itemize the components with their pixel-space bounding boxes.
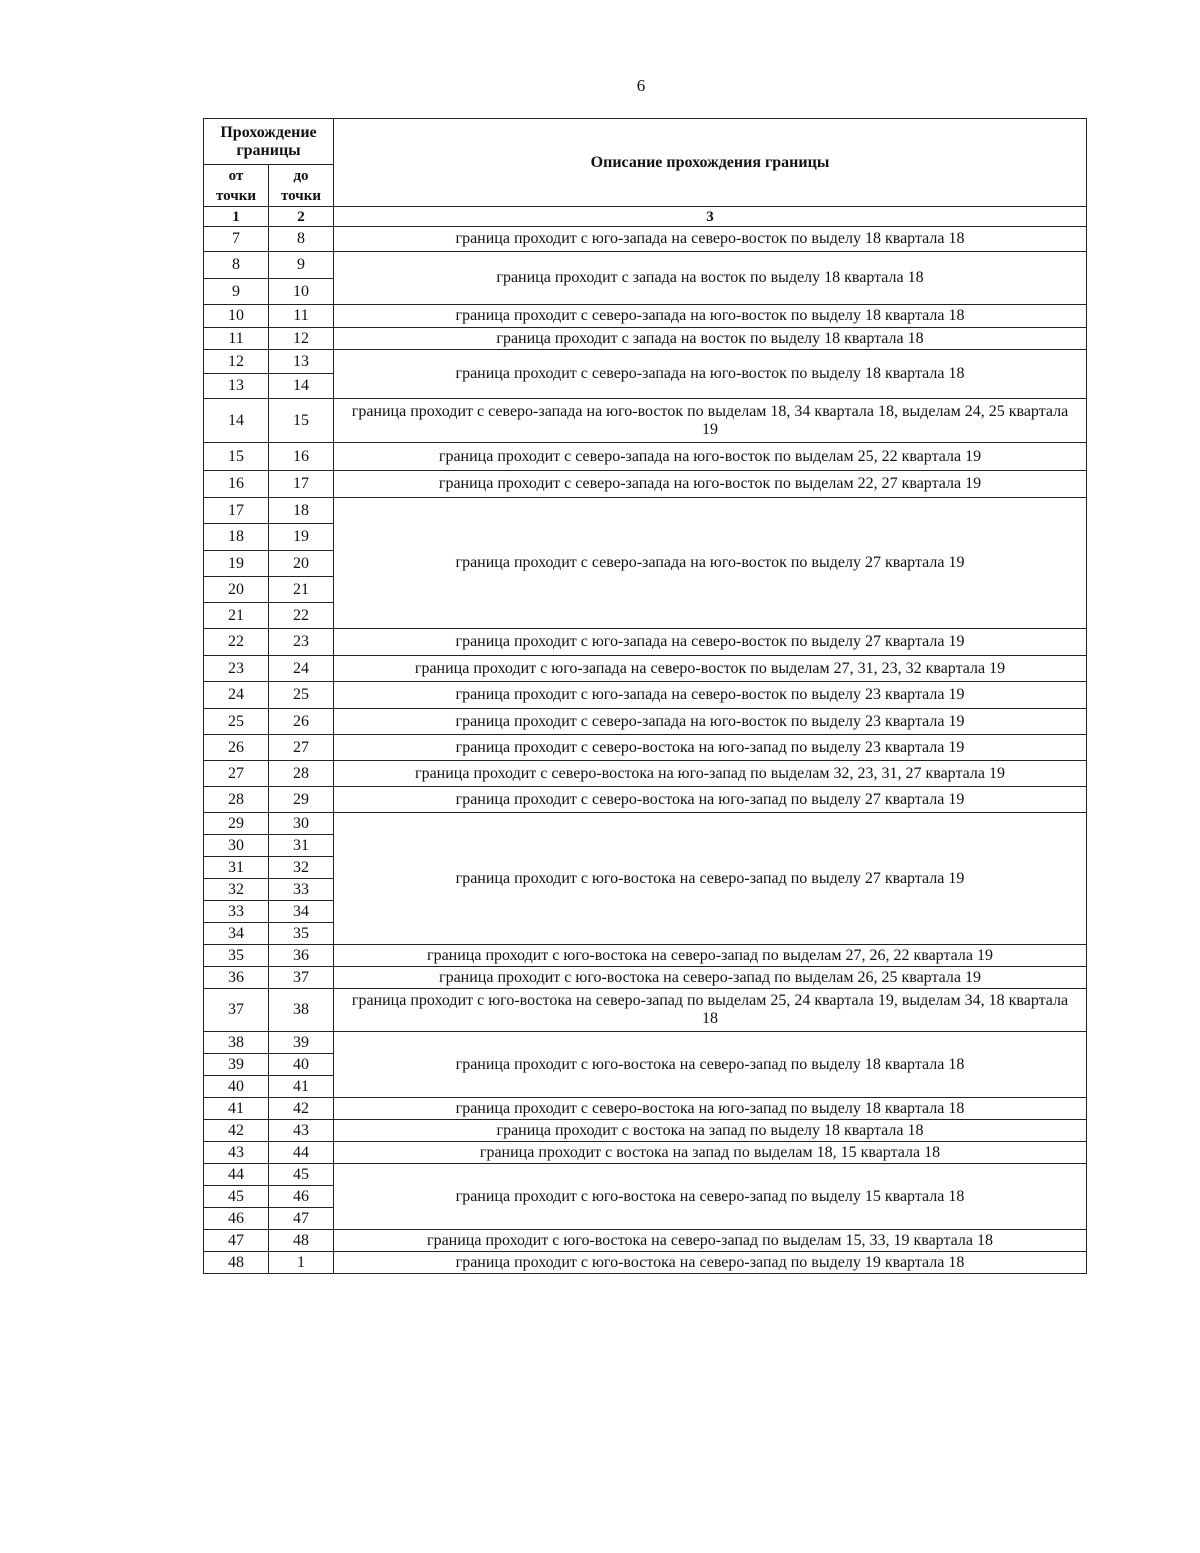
from-point: 27 <box>204 761 269 787</box>
to-point: 33 <box>269 879 334 901</box>
boundary-description: граница проходит с северо-востока на юго-запад по выделу 18 квартала 18 <box>334 1098 1087 1120</box>
from-point: 26 <box>204 735 269 761</box>
from-point: 15 <box>204 443 269 471</box>
table-row <box>204 735 1087 761</box>
table-row <box>204 629 1087 656</box>
to-point: 47 <box>269 1208 334 1230</box>
boundary-description: граница проходит с северо-запада на юго-восток по выделам 22, 27 квартала 19 <box>334 471 1087 498</box>
to-point: 10 <box>269 279 334 305</box>
from-point: 20 <box>204 577 269 603</box>
description-header: Описание прохождения границы <box>334 119 1087 207</box>
from-point: 41 <box>204 1098 269 1120</box>
boundary-description: граница проходит с северо-запада на юго-восток по выделу 18 квартала 18 <box>334 350 1087 399</box>
table-row <box>204 471 1087 498</box>
to-point: 24 <box>269 656 334 682</box>
table-row <box>204 1032 1087 1054</box>
to-point: 40 <box>269 1054 334 1076</box>
table-row <box>204 328 1087 350</box>
from-point: 13 <box>204 374 269 399</box>
from-point: 24 <box>204 682 269 709</box>
from-point: 44 <box>204 1164 269 1186</box>
from-point: 38 <box>204 1032 269 1054</box>
from-point: 47 <box>204 1230 269 1252</box>
from-point: 35 <box>204 945 269 967</box>
page-number: 6 <box>636 76 646 95</box>
from-point: 11 <box>204 328 269 350</box>
from-point: 33 <box>204 901 269 923</box>
from-point: 19 <box>204 551 269 577</box>
to-point: 43 <box>269 1120 334 1142</box>
from-point: 28 <box>204 787 269 813</box>
from-point: 45 <box>204 1186 269 1208</box>
from-point: 9 <box>204 279 269 305</box>
table-row <box>204 498 1087 524</box>
boundary-description: граница проходит с юго-востока на северо-запад по выделу 18 квартала 18 <box>334 1032 1087 1098</box>
to-point: 41 <box>269 1076 334 1098</box>
boundary-description: граница проходит с востока на запад по выделам 18, 15 квартала 18 <box>334 1142 1087 1164</box>
from-point: 48 <box>204 1252 269 1274</box>
boundary-description: граница проходит с северо-востока на юго-запад по выделу 27 квартала 19 <box>334 787 1087 813</box>
boundary-description: граница проходит с юго-запада на северо-восток по выделу 18 квартала 18 <box>334 227 1087 252</box>
boundary-description: граница проходит с юго-востока на северо-запад по выделам 27, 26, 22 квартала 19 <box>334 945 1087 967</box>
to-point: 8 <box>269 227 334 252</box>
boundary-description: граница проходит с северо-запада на юго-восток по выделу 23 квартала 19 <box>334 709 1087 735</box>
table-row <box>204 682 1087 709</box>
table-row <box>204 709 1087 735</box>
to-point: 14 <box>269 374 334 399</box>
to-point: 16 <box>269 443 334 471</box>
to-point: 9 <box>269 252 334 279</box>
boundary-description: граница проходит с северо-запада на юго-восток по выделам 25, 22 квартала 19 <box>334 443 1087 471</box>
boundary-description: граница проходит с запада на восток по выделу 18 квартала 18 <box>334 328 1087 350</box>
table-row <box>204 1164 1087 1186</box>
to-point: 11 <box>269 305 334 328</box>
to-point: 12 <box>269 328 334 350</box>
from-point: 30 <box>204 835 269 857</box>
table-row <box>204 989 1087 1032</box>
boundary-description: граница проходит с северо-востока на юго-запад по выделу 23 квартала 19 <box>334 735 1087 761</box>
boundary-description: граница проходит с северо-запада на юго-восток по выделу 27 квартала 19 <box>334 498 1087 629</box>
boundary-description: граница проходит с северо-востока на юго-запад по выделам 32, 23, 31, 27 квартала 19 <box>334 761 1087 787</box>
table-row <box>204 656 1087 682</box>
to-point: 39 <box>269 1032 334 1054</box>
column-number: 3 <box>334 207 1087 227</box>
table-row <box>204 399 1087 443</box>
to-point: 27 <box>269 735 334 761</box>
boundary-description: граница проходит с юго-запада на северо-восток по выделам 27, 31, 23, 32 квартала 19 <box>334 656 1087 682</box>
to-point: 37 <box>269 967 334 989</box>
to-point: 20 <box>269 551 334 577</box>
table-row <box>204 1230 1087 1252</box>
to-point: 32 <box>269 857 334 879</box>
to-point: 23 <box>269 629 334 656</box>
to-point: 22 <box>269 603 334 629</box>
boundary-description: граница проходит с юго-востока на северо-запад по выделам 26, 25 квартала 19 <box>334 967 1087 989</box>
from-point: 23 <box>204 656 269 682</box>
column-number: 1 <box>204 207 269 227</box>
column-number: 2 <box>269 207 334 227</box>
to-point-header: до точки <box>269 165 334 207</box>
to-point: 26 <box>269 709 334 735</box>
to-point: 36 <box>269 945 334 967</box>
from-point: 25 <box>204 709 269 735</box>
from-point: 40 <box>204 1076 269 1098</box>
to-point: 38 <box>269 989 334 1032</box>
table-row <box>204 305 1087 328</box>
table-row <box>204 252 1087 279</box>
passage-header: Прохождение границы <box>204 119 334 165</box>
boundary-description: граница проходит с юго-востока на северо-запад по выделу 15 квартала 18 <box>334 1164 1087 1230</box>
table-row <box>204 1098 1087 1120</box>
table-row <box>204 787 1087 813</box>
from-point: 12 <box>204 350 269 374</box>
from-point: 21 <box>204 603 269 629</box>
from-point: 32 <box>204 879 269 901</box>
to-point: 13 <box>269 350 334 374</box>
boundary-description: граница проходит с северо-запада на юго-восток по выделам 18, 34 квартала 18, выделам 24, 25 квартала 19 <box>334 399 1087 443</box>
from-point: 18 <box>204 524 269 551</box>
from-point: 36 <box>204 967 269 989</box>
header-row <box>204 119 1087 165</box>
from-point: 34 <box>204 923 269 945</box>
to-point: 18 <box>269 498 334 524</box>
to-point: 25 <box>269 682 334 709</box>
from-point: 22 <box>204 629 269 656</box>
from-point: 10 <box>204 305 269 328</box>
from-point: 43 <box>204 1142 269 1164</box>
table-row <box>204 227 1087 252</box>
column-number-row <box>204 207 1087 227</box>
boundary-table <box>203 118 1087 1274</box>
boundary-description: граница проходит с юго-востока на северо-запад по выделу 27 квартала 19 <box>334 813 1087 945</box>
from-point: 37 <box>204 989 269 1032</box>
to-point: 29 <box>269 787 334 813</box>
to-point: 1 <box>269 1252 334 1274</box>
to-point: 21 <box>269 577 334 603</box>
from-point: 7 <box>204 227 269 252</box>
to-point: 31 <box>269 835 334 857</box>
to-point: 35 <box>269 923 334 945</box>
from-point: 42 <box>204 1120 269 1142</box>
from-point: 16 <box>204 471 269 498</box>
boundary-description: граница проходит с юго-запада на северо-восток по выделу 23 квартала 19 <box>334 682 1087 709</box>
to-point: 15 <box>269 399 334 443</box>
table-row <box>204 350 1087 374</box>
boundary-description: граница проходит с запада на восток по выделу 18 квартала 18 <box>334 252 1087 305</box>
boundary-description: граница проходит с северо-запада на юго-восток по выделу 18 квартала 18 <box>334 305 1087 328</box>
table-row <box>204 443 1087 471</box>
boundary-description: граница проходит с юго-востока на северо-запад по выделам 15, 33, 19 квартала 18 <box>334 1230 1087 1252</box>
from-point: 14 <box>204 399 269 443</box>
to-point: 48 <box>269 1230 334 1252</box>
to-point: 44 <box>269 1142 334 1164</box>
boundary-description: граница проходит с юго-запада на северо-восток по выделу 27 квартала 19 <box>334 629 1087 656</box>
from-point: 46 <box>204 1208 269 1230</box>
boundary-description: граница проходит с юго-востока на северо-запад по выделу 19 квартала 18 <box>334 1252 1087 1274</box>
table-row <box>204 761 1087 787</box>
table-row <box>204 967 1087 989</box>
from-point-header: от точки <box>204 165 269 207</box>
to-point: 30 <box>269 813 334 835</box>
table-row <box>204 1120 1087 1142</box>
from-point: 31 <box>204 857 269 879</box>
boundary-description: граница проходит с юго-востока на северо-запад по выделам 25, 24 квартала 19, выделам 34, 18 квартала 18 <box>334 989 1087 1032</box>
table-row <box>204 813 1087 835</box>
to-point: 19 <box>269 524 334 551</box>
table-row <box>204 945 1087 967</box>
to-point: 34 <box>269 901 334 923</box>
table-row <box>204 1252 1087 1274</box>
from-point: 29 <box>204 813 269 835</box>
to-point: 28 <box>269 761 334 787</box>
table-row <box>204 1142 1087 1164</box>
from-point: 39 <box>204 1054 269 1076</box>
to-point: 42 <box>269 1098 334 1120</box>
to-point: 17 <box>269 471 334 498</box>
to-point: 45 <box>269 1164 334 1186</box>
boundary-description: граница проходит с востока на запад по выделу 18 квартала 18 <box>334 1120 1087 1142</box>
to-point: 46 <box>269 1186 334 1208</box>
from-point: 8 <box>204 252 269 279</box>
from-point: 17 <box>204 498 269 524</box>
